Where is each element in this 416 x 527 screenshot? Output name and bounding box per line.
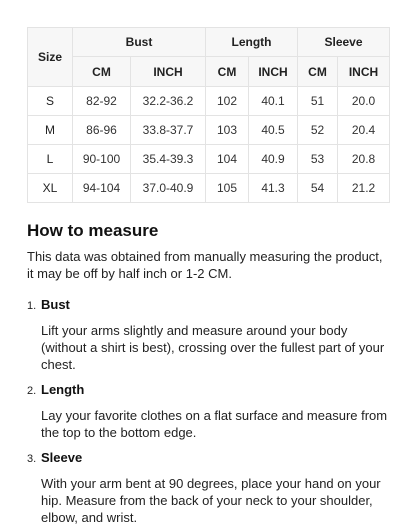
table-cell: 40.9 (249, 145, 298, 174)
unit-header: INCH (131, 57, 206, 87)
table-cell: 40.1 (249, 87, 298, 116)
table-cell: 35.4-39.3 (131, 145, 206, 174)
unit-header: INCH (249, 57, 298, 87)
step-number: 1. (27, 300, 37, 312)
measure-step-bust (27, 296, 389, 373)
section-title: How to measure (27, 221, 159, 240)
measure-step-length (27, 381, 389, 441)
size-chart-table (27, 27, 390, 203)
measure-steps-list (27, 296, 389, 526)
unit-header: CM (206, 57, 249, 87)
how-to-measure-section (27, 220, 389, 527)
step-number: 2. (27, 385, 37, 397)
table-cell: 86-96 (73, 116, 131, 145)
table-row (28, 145, 390, 174)
table-cell: 21.2 (338, 174, 390, 203)
table-header-row (28, 28, 390, 57)
table-cell: 82-92 (73, 87, 131, 116)
step-description: With your arm bent at 90 degrees, place your hand on your hip. Measure from the back of your neck to your shoulder, elbow, and wrist. (41, 476, 381, 525)
table-cell: 90-100 (73, 145, 131, 174)
section-intro: This data was obtained from manually measuring the product, it may be off by half inch or 1-2 CM. (27, 249, 383, 281)
table-row (28, 116, 390, 145)
unit-header: INCH (338, 57, 390, 87)
size-column-header: Size (28, 28, 73, 87)
table-cell: 103 (206, 116, 249, 145)
step-title: Sleeve (41, 450, 83, 465)
table-cell: 32.2-36.2 (131, 87, 206, 116)
step-title: Bust (41, 297, 70, 312)
step-description: Lift your arms slightly and measure around your body (without a shirt is best), crossing over the fullest part of your chest. (41, 323, 385, 372)
table-cell: 20.4 (338, 116, 390, 145)
table-unit-row (28, 57, 390, 87)
table-cell: 54 (298, 174, 338, 203)
length-group-header: Length (206, 28, 298, 57)
bust-group-header: Bust (73, 28, 206, 57)
table-cell: 53 (298, 145, 338, 174)
table-cell: 102 (206, 87, 249, 116)
size-label: S (28, 87, 73, 116)
step-description: Lay your favorite clothes on a flat surface and measure from the top to the bottom edge. (41, 408, 388, 440)
size-label: L (28, 145, 73, 174)
table-cell: 40.5 (249, 116, 298, 145)
size-label: XL (28, 174, 73, 203)
table-cell: 51 (298, 87, 338, 116)
table-cell: 94-104 (73, 174, 131, 203)
table-cell: 20.0 (338, 87, 390, 116)
step-number: 3. (27, 453, 37, 465)
table-row (28, 174, 390, 203)
table-cell: 105 (206, 174, 249, 203)
table-cell: 33.8-37.7 (131, 116, 206, 145)
table-cell: 20.8 (338, 145, 390, 174)
size-label: M (28, 116, 73, 145)
table-cell: 52 (298, 116, 338, 145)
table-row (28, 87, 390, 116)
table-cell: 104 (206, 145, 249, 174)
sleeve-group-header: Sleeve (298, 28, 390, 57)
unit-header: CM (73, 57, 131, 87)
unit-header: CM (298, 57, 338, 87)
table-cell: 41.3 (249, 174, 298, 203)
table-cell: 37.0-40.9 (131, 174, 206, 203)
step-title: Length (41, 382, 85, 397)
measure-step-sleeve (27, 449, 389, 526)
